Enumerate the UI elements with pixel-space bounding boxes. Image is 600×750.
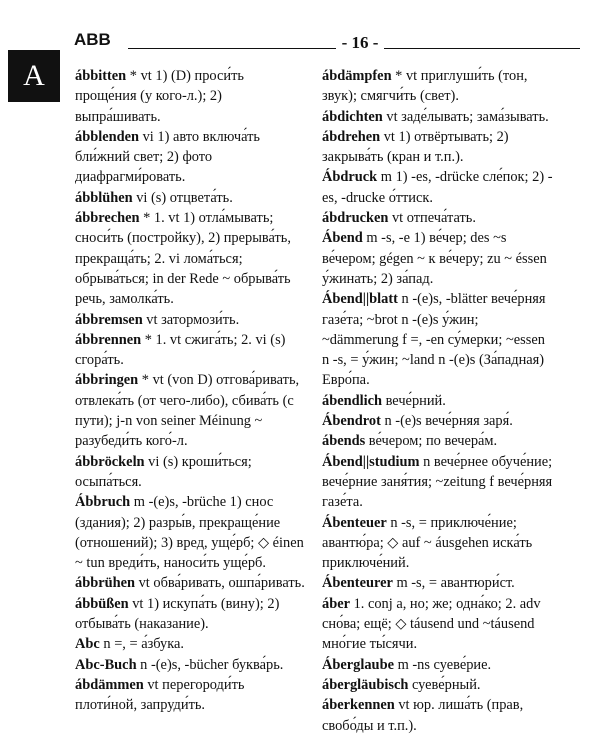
- entry-definition: n -s, = приключе́ние; авантю́ра; ◇ auf ~ áusgehen иска́ть приключе́ний.: [322, 514, 533, 572]
- entry-definition: m 1) -es, -drücke сле́пок; 2) -es, -drucke о́ттиск.: [322, 169, 553, 206]
- dictionary-entry: [75, 492, 307, 573]
- entry-definition: n вече́рнее обуче́ние; вече́рние заня́тия; ~zeitung f вече́рняя газе́та.: [322, 453, 553, 511]
- dictionary-entry: [322, 289, 554, 390]
- entry-headword: ábdämmen: [75, 676, 144, 693]
- entry-definition: vt затормози́ть.: [142, 311, 240, 328]
- dictionary-entry: [75, 675, 307, 716]
- entry-definition: 1. conj а, но; же; одна́ко; 2. adv сно́ва; ещё; ◇ táusend und ~táusend мно́гие ты́сячи.: [322, 595, 541, 653]
- dictionary-entry: [75, 66, 307, 127]
- entry-headword: Ábend||studium: [322, 453, 420, 470]
- entry-headword: ábbitten: [75, 68, 127, 84]
- dictionary-entry: [75, 208, 307, 309]
- dictionary-entry: [322, 228, 554, 289]
- dictionary-entry: [322, 452, 554, 513]
- entry-headword: Abc-Buch: [75, 656, 137, 673]
- dictionary-entry: [75, 594, 307, 635]
- entry-headword: ábdichten: [322, 108, 383, 125]
- entry-definition: vt 1) искупа́ть (вину); 2) отбыва́ть (наказание).: [75, 595, 280, 633]
- column-right: [322, 66, 554, 736]
- entry-definition: m -s, = авантюри́ст.: [392, 575, 515, 592]
- entry-definition: n -(e)s вече́рняя заря́.: [380, 413, 513, 430]
- entry-headword: ábergläubisch: [322, 676, 409, 693]
- guide-word: ABB: [74, 30, 111, 49]
- entry-definition: m -(e)s, -brüche 1) снос (здания); 2) разры́в, прекраще́ние (отношений); 3) вред, уще́рб; ◇ éinen ~ tun вреди́ть, нанoси́ть уще́рб.: [75, 494, 304, 572]
- dictionary-entry: [75, 370, 307, 451]
- entry-headword: ábdrucken: [322, 210, 389, 227]
- entry-headword: ábends: [322, 433, 366, 450]
- entry-definition: * 1. vt сжига́ть; 2. vi (s) сгора́ть.: [75, 331, 286, 369]
- entry-headword: Áberglaube: [322, 656, 394, 673]
- entry-headword: ábendlich: [322, 392, 382, 409]
- entry-definition: vt заде́лывать; зама́зывать.: [382, 108, 549, 125]
- entry-definition: m -ns суеве́рие.: [393, 656, 492, 673]
- entry-definition: vt 1) отвёртывать; 2) закрыва́ть (кран и т.п.).: [322, 128, 509, 166]
- dictionary-entry: [322, 167, 554, 208]
- dictionary-entry: [75, 573, 307, 593]
- entry-definition: vt юр. лиша́ть (прав, свобо́ды и т.п.).: [322, 697, 524, 734]
- entry-headword: ábbrennen: [75, 331, 142, 348]
- entry-definition: * vt 1) (D) проси́ть проще́ния (у кого-л.); 2) выпра́шивать.: [75, 68, 244, 125]
- entry-definition: n =, = а́збука.: [99, 636, 185, 653]
- thumb-letter: A: [23, 59, 45, 92]
- entry-headword: ábdämpfen: [322, 68, 392, 84]
- entry-headword: ábbüßen: [75, 595, 129, 612]
- entry-definition: n -(e)s, -bücher буква́рь.: [136, 656, 284, 673]
- entry-definition: vi (s) кроши́ться; осыпа́ться.: [75, 453, 252, 490]
- entry-headword: Ábenteuer: [322, 514, 387, 531]
- entry-definition: n -(e)s, -blätter вече́рняя газе́та; ~brot n -(e)s у́жин; ~dämmerung f =, -en су́мерки; ~essen n -s, = у́жин; ~land n -(e)s (За́падная) Евро́па.: [322, 291, 546, 389]
- entry-definition: vi 1) авто включа́ть бли́жний свет; 2) фото диафрагми́ровать.: [75, 128, 260, 186]
- entry-definition: * vt приглуши́ть (тон, звук); смягчи́ть (свет).: [322, 68, 528, 105]
- entry-headword: ábbrühen: [75, 575, 135, 592]
- dictionary-entry: [322, 695, 554, 736]
- entry-definition: vi (s) отцвета́ть.: [132, 189, 233, 206]
- entry-headword: áber: [322, 595, 350, 612]
- dictionary-entry: [322, 127, 554, 168]
- dictionary-entry: [75, 330, 307, 371]
- dictionary-entry: [322, 208, 554, 228]
- entry-headword: Ábend: [322, 230, 363, 247]
- page-number: - 16 -: [230, 33, 490, 53]
- entry-headword: ábblühen: [75, 189, 133, 206]
- dictionary-entry: [322, 66, 554, 107]
- entry-headword: Ábdruck: [322, 169, 378, 186]
- column-left: [75, 66, 307, 716]
- entry-headword: ábbröckeln: [75, 453, 145, 470]
- dictionary-entry: [75, 188, 307, 208]
- entry-headword: ábblenden: [75, 128, 139, 145]
- entry-definition: * vt (von D) отгова́ривать, отвлека́ть (от чего-либо), сбива́ть (с пути); j-n von seiner Méinung ~ разубеди́ть кого́-л.: [75, 372, 300, 450]
- entry-headword: Ábend||blatt: [322, 291, 398, 308]
- dictionary-entry: [322, 594, 554, 655]
- entry-headword: Abc: [75, 636, 100, 653]
- entry-headword: ábdrehen: [322, 128, 381, 145]
- dictionary-entry: [322, 513, 554, 574]
- dictionary-entry: [322, 391, 554, 411]
- entry-headword: ábbrechen: [75, 210, 140, 227]
- entry-definition: vt отпеча́тать.: [388, 210, 476, 227]
- dictionary-entry: [322, 411, 554, 431]
- entry-definition: вече́рний.: [381, 392, 446, 409]
- entry-definition: vt перегороди́ть плоти́ной, запруди́ть.: [75, 676, 245, 714]
- dictionary-entry: [75, 127, 307, 188]
- dictionary-entry: [75, 655, 307, 675]
- dictionary-entry: [75, 310, 307, 330]
- thumb-index-tab: [8, 50, 60, 102]
- entry-definition: ве́чером; по вечера́м.: [365, 433, 498, 450]
- dictionary-entry: [322, 431, 554, 451]
- dictionary-entry: [75, 634, 307, 654]
- entry-definition: суеве́рный.: [408, 676, 481, 693]
- dictionary-entry: [322, 107, 554, 127]
- dictionary-entry: [75, 452, 307, 493]
- dictionary-entry: [322, 573, 554, 593]
- entry-headword: Ábendrot: [322, 413, 381, 430]
- entry-definition: vt обва́ривать, ошпа́ривать.: [135, 575, 305, 592]
- entry-headword: ábbremsen: [75, 311, 143, 328]
- entry-headword: áberkennen: [322, 697, 395, 714]
- entry-headword: Ábenteurer: [322, 575, 393, 592]
- dictionary-entry: [322, 675, 554, 695]
- entry-headword: Ábbruch: [75, 494, 131, 511]
- entry-definition: * 1. vt 1) отла́мывать; сноси́ть (постройку), 2) прерыва́ть, прекраща́ть; 2. vi лома́ться; обрыва́ться; in der Rede ~ обрыва́ть речь, замолка́ть.: [75, 210, 291, 308]
- dictionary-entry: [322, 655, 554, 675]
- entry-definition: m -s, -e 1) ве́чер; des ~s ве́чером; gégen ~ к ве́черу; zu ~ éssen у́жинать; 2) за́пад.: [322, 230, 547, 287]
- entry-headword: ábbringen: [75, 372, 139, 389]
